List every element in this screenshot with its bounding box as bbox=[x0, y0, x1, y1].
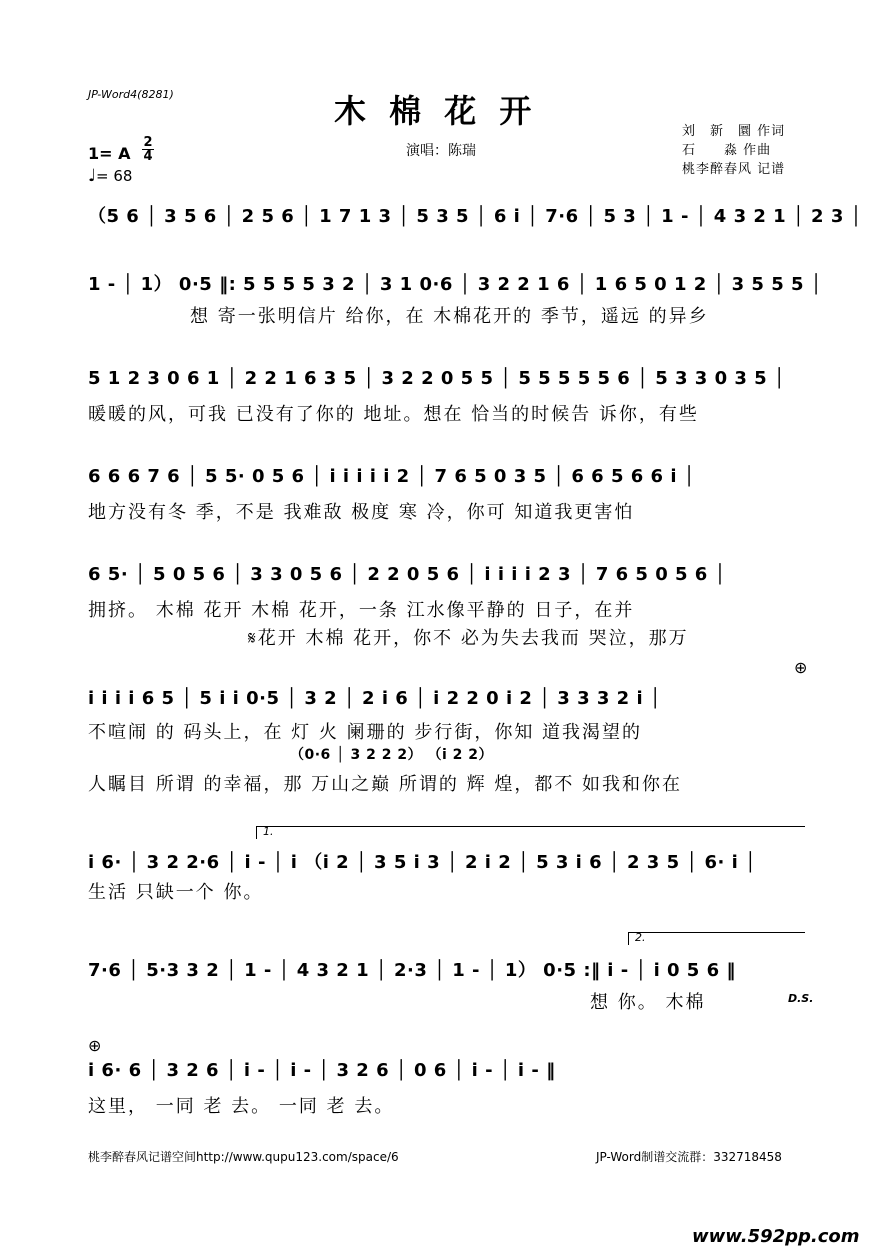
lyric-line-7: 生活 只缺一个 你。 bbox=[88, 882, 264, 903]
footer-left: 桃李醉春风记谱空间http://www.qupu123.com/space/6 bbox=[88, 1150, 399, 1164]
score-line-6: i i i i 6 5 │ 5 i i 0·5 │ 3 2 │ 2 i 6 │ i 2 2 0 i 2 │ 3 3 3 2 i │ bbox=[88, 688, 662, 709]
lyric-line-6b: 人瞩目 所谓 的幸福，那 万山之巅 所谓的 辉 煌，都不 如我和你在 bbox=[88, 774, 683, 795]
coda-mark-line-9: ⊕ bbox=[88, 1036, 102, 1055]
score-line-8: 7·6 │ 5·3 3 2 │ 1 - │ 4 3 2 1 │ 2·3 │ 1 - │ 1） 0·5 :‖ i - │ i 0 5 6 ‖ bbox=[88, 960, 736, 981]
tempo bbox=[88, 166, 132, 186]
score-line-3: 5 1 2 3 0 6 1 │ 2 2 1 6 3 5 │ 3 2 2 0 5 5 │ 5 5 5 5 5 6 │ 5 3 3 0 3 5 │ bbox=[88, 368, 786, 389]
lyric-line-8: 想 你。 木棉 bbox=[590, 992, 706, 1013]
credit-transcriber: 桃李醉春风 记谱 bbox=[682, 162, 786, 177]
lyric-line-3: 暖暖的风，可我 已没有了你的 地址。想在 恰当的时候告 诉你，有些 bbox=[88, 404, 699, 425]
lyric-line-5a: 拥挤。 木棉 花开 木棉 花开，一条 江水像平静的 日子，在并 bbox=[88, 600, 635, 621]
credit-composer: 石 淼 作曲 bbox=[682, 143, 772, 158]
software-label: JP-Word4(8281) bbox=[88, 88, 174, 101]
score-line-5: 6 5· │ 5 0 5 6 │ 3 3 0 5 6 │ 2 2 0 5 6 │ i i i i 2 3 │ 7 6 5 0 5 6 │ bbox=[88, 564, 726, 585]
tempo-value: = 68 bbox=[96, 167, 133, 185]
ds-mark: D.S. bbox=[788, 992, 814, 1005]
quarter-note-icon: ♩ bbox=[88, 166, 97, 186]
volta-1-label: 1. bbox=[263, 825, 274, 838]
lyric-line-2: 想 寄一张明信片 给你，在 木棉花开的 季节，遥远 的异乡 bbox=[190, 306, 709, 327]
time-signature bbox=[142, 136, 154, 163]
volta-2-label: 2. bbox=[635, 931, 646, 944]
coda-mark: ⊕ bbox=[794, 658, 808, 677]
score-line-1: （5 6 │ 3 5 6 │ 2 5 6 │ 1 7 1 3 │ 5 3 5 │ 6 i │ 7·6 │ 5 3 │ 1 - │ 4 3 2 1 │ 2 3 │ bbox=[88, 206, 862, 227]
score-line-9: i 6· 6 │ 3 2 6 │ i - │ i - │ 3 2 6 │ 0 6 │ i - │ i - ‖ bbox=[88, 1060, 556, 1081]
time-denominator: 4 bbox=[143, 149, 153, 164]
watermark: www.592pp.com bbox=[692, 1226, 860, 1247]
volta-1-bracket bbox=[256, 826, 805, 839]
alt-notes-line-6: （0·6 │ 3 2 2 2） （i 2 2） bbox=[290, 747, 493, 763]
page-title: 木 棉 花 开 bbox=[334, 92, 538, 130]
score-line-7: i 6· │ 3 2 2·6 │ i - │ i （i 2 │ 3 5 i 3 │ 2 i 2 │ 5 3 i 6 │ 2 3 5 │ 6· i │ bbox=[88, 852, 757, 873]
singer: 演唱：陈瑞 bbox=[406, 143, 476, 159]
lyric-line-5b: 𝄋花开 木棉 花开，你不 必为失去我而 哭泣，那万 bbox=[248, 628, 689, 649]
score-line-4: 6 6 6 7 6 │ 5 5· 0 5 6 │ i i i i i 2 │ 7 6 5 0 3 5 │ 6 6 5 6 6 i │ bbox=[88, 466, 696, 487]
lyric-line-9: 这里， 一同 老 去。 一同 老 去。 bbox=[88, 1096, 395, 1117]
footer-right: JP-Word制谱交流群：332718458 bbox=[596, 1150, 782, 1164]
credits bbox=[682, 122, 785, 179]
score-line-2: 1 - │ 1） 0·5 ‖: 5 5 5 5 3 2 │ 3 1 0·6 │ 3 2 2 1 6 │ 1 6 5 0 1 2 │ 3 5 5 5 │ bbox=[88, 274, 823, 295]
lyric-line-6a: 不喧闹 的 码头上，在 灯 火 阑珊的 步行街，你知 道我渴望的 bbox=[88, 722, 643, 743]
lyric-line-4: 地方没有冬 季，不是 我难敌 极度 寒 冷，你可 知道我更害怕 bbox=[88, 502, 635, 523]
credit-lyricist: 刘 新 圜 作词 bbox=[682, 124, 786, 139]
key-signature: 1= A bbox=[88, 144, 131, 163]
volta-2-bracket bbox=[628, 932, 805, 945]
time-numerator: 2 bbox=[143, 135, 153, 150]
